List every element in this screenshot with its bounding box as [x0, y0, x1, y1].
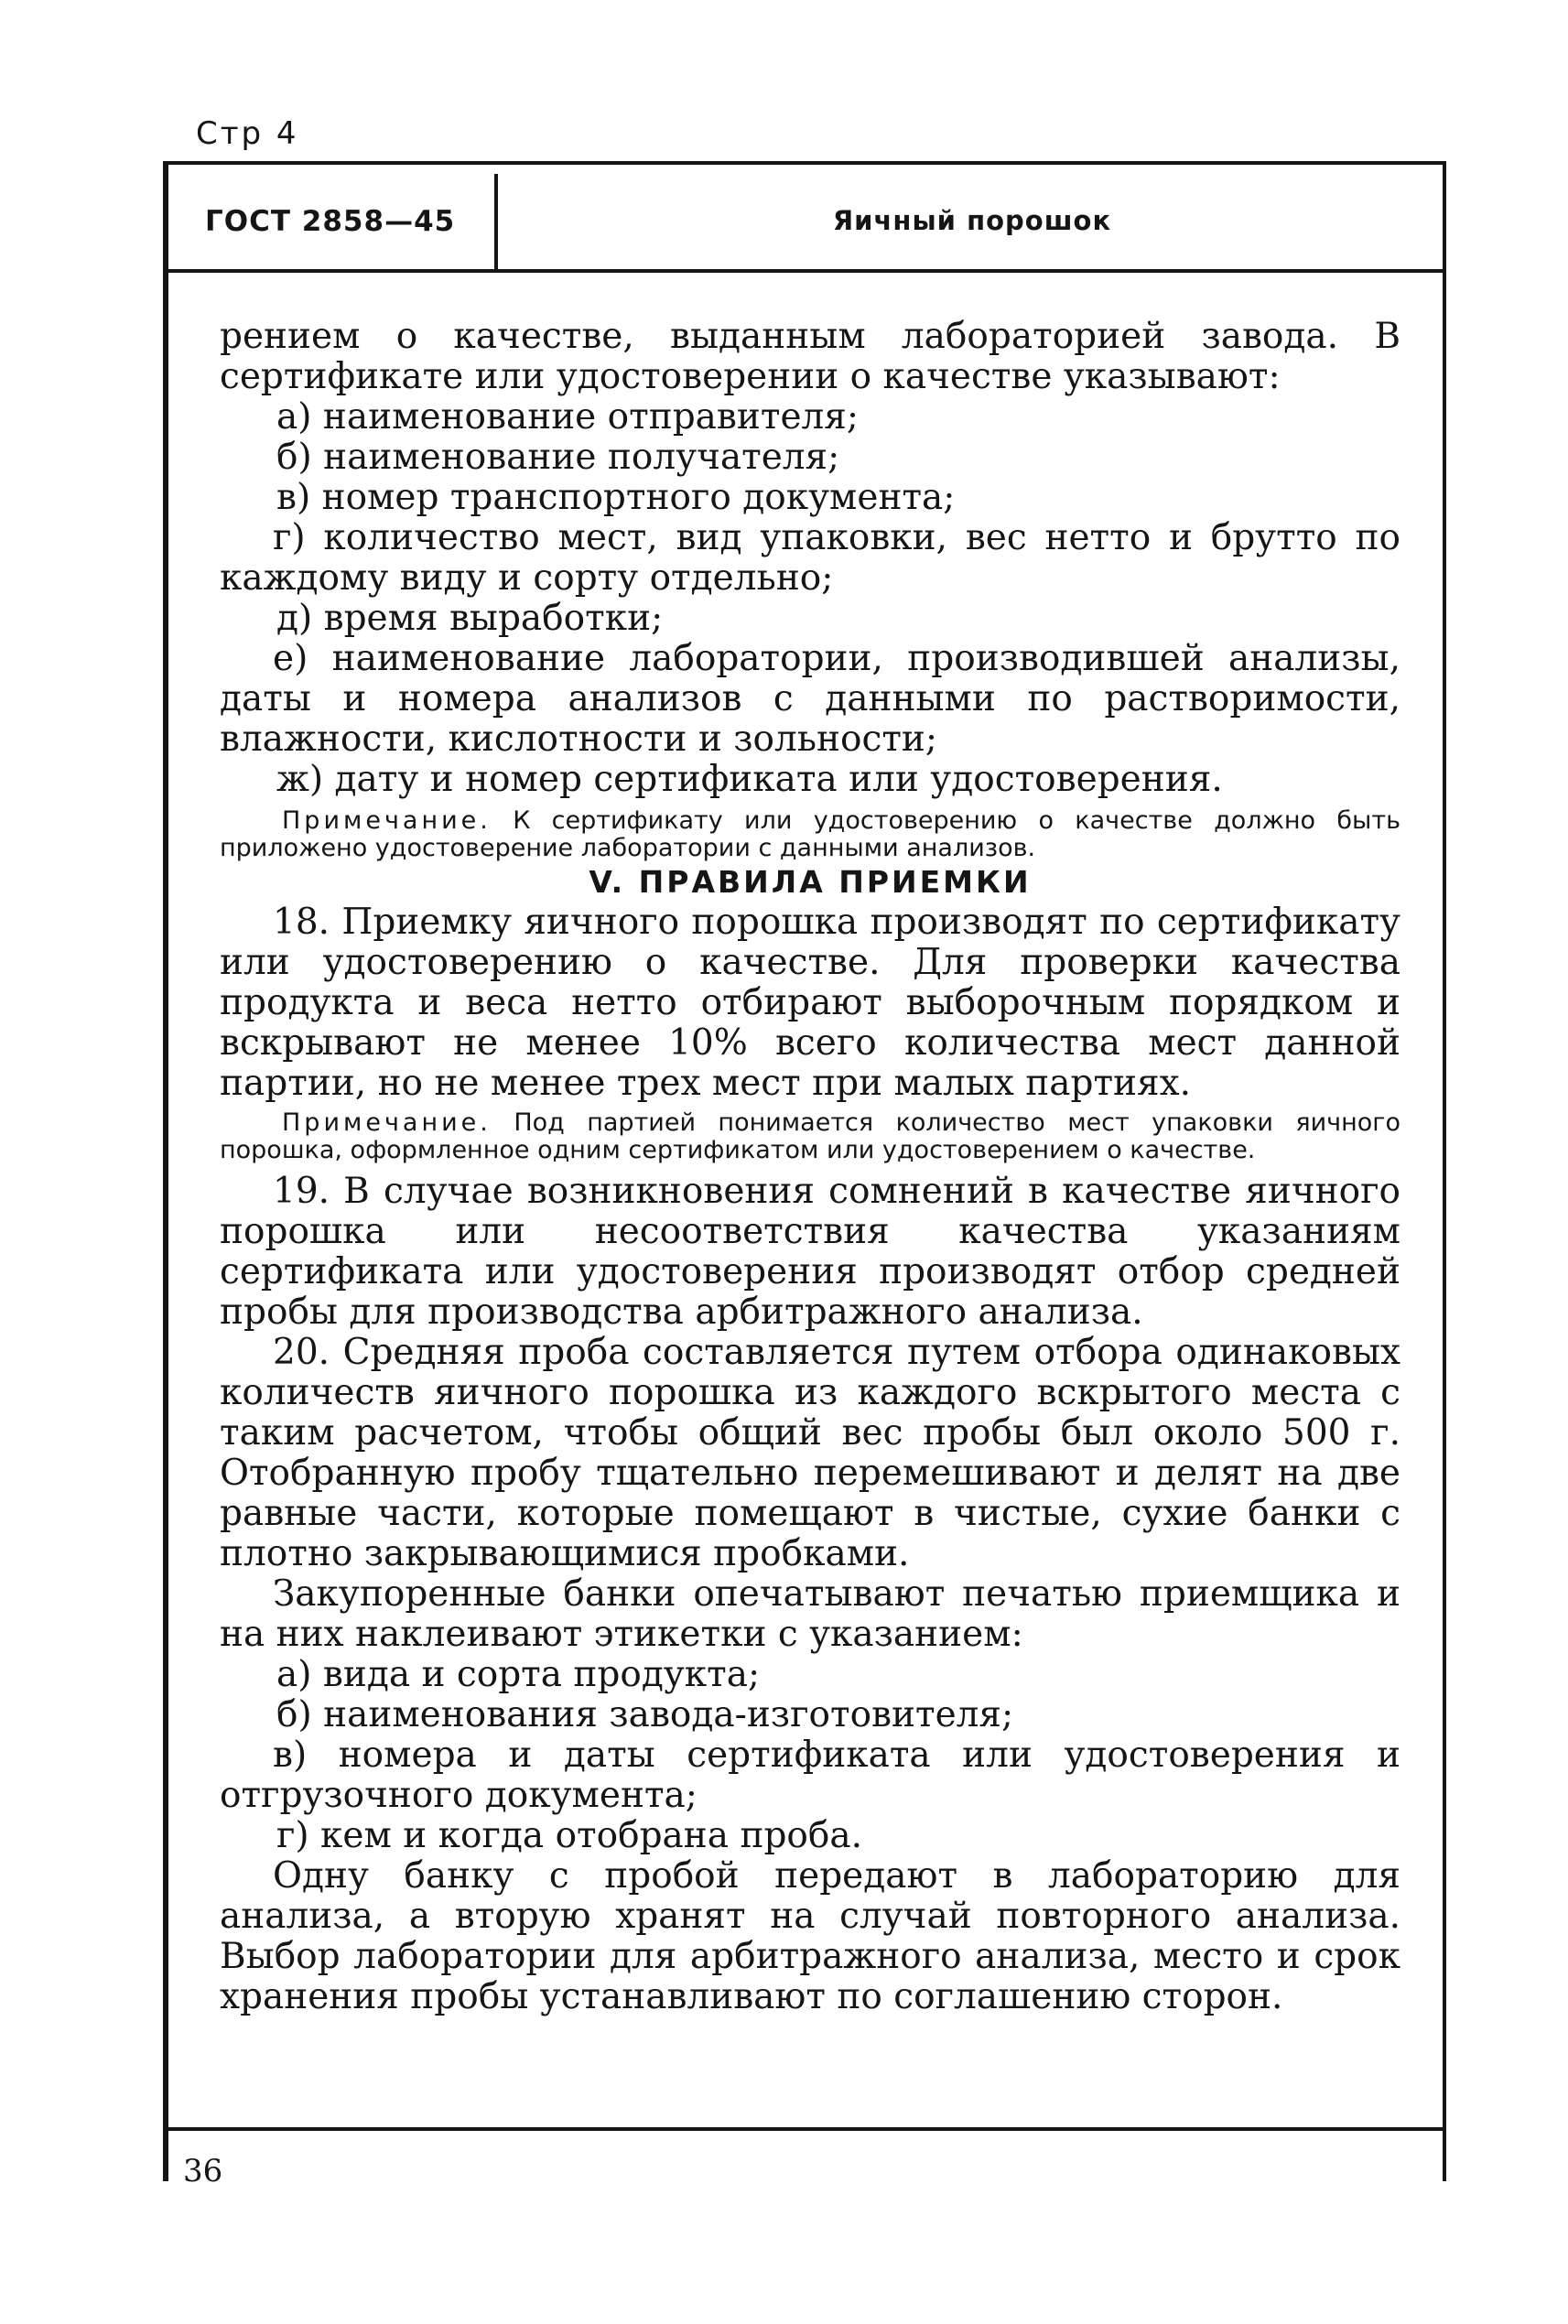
header-standard: ГОСТ 2858—45 [205, 205, 456, 238]
header-rule [163, 269, 1446, 273]
label-item-a: а) вида и сорта продукта; [276, 1654, 761, 1695]
cert-item-g: г) количество мест, вид упаковки, вес нетто и брутто по каждому виду и сорту отдельно; [220, 517, 1400, 599]
cert-item-a: а) наименование отправителя; [276, 396, 860, 438]
bottom-rule [163, 2127, 1446, 2131]
page-number: 36 [183, 2153, 223, 2189]
cert-item-d: д) время выработки; [276, 598, 664, 639]
cert-item-v: в) номер транспортного документа; [276, 477, 956, 518]
label-item-g: г) кем и когда отобрана проба. [276, 1815, 863, 1856]
label-item-b: б) наименования завода-изготовителя; [276, 1694, 1014, 1735]
page-label: Стр 4 [196, 115, 299, 152]
label-item-v: в) номера и даты сертификата или удостоверения и отгрузочного документа; [220, 1735, 1400, 1816]
note-label: Примечание. [282, 806, 492, 835]
note-batch [220, 1109, 1400, 1164]
section-title: V. ПРАВИЛА ПРИЕМКИ [589, 864, 1032, 900]
note-text: Под партией понимается количество мест упаковки яичного порошка, оформленное одним сертификатом или удостоверением о качестве. [220, 1108, 1400, 1164]
cert-item-zh: ж) дату и номер сертификата или удостоверения. [276, 759, 1223, 800]
frame-top-rule [163, 161, 1446, 165]
header-title: Яичный порошок [832, 205, 1112, 236]
note-text: К сертификату или удостоверению о качестве должно быть приложено удостоверение лаборатории с данными анализов. [220, 806, 1400, 862]
paragraph-final: Одну банку с пробой передают в лабораторию для анализа, а вторую хранят на случай повторного анализа. Выбор лаборатории для арбитражного анализа, место и срок хранения пробы устанавливают по соглашению сторон. [220, 1855, 1400, 2017]
note-certificate [220, 807, 1400, 862]
note-label: Примечание. [282, 1108, 492, 1137]
intro-paragraph: рением о качестве, выданным лабораторией завода. В сертификате или удостоверении о качестве указывают: [220, 316, 1400, 397]
paragraph-18: 18. Приемку яичного порошка производят по сертификату или удостоверению о качестве. Для проверки качества продукта и веса нетто отбирают выборочным порядком и вскрывают не менее 10% всего количества мест данной партии, но не менее трех мест при малых партиях. [220, 902, 1400, 1104]
cert-item-b: б) наименование получателя; [276, 437, 840, 478]
paragraph-20: 20. Средняя проба составляется путем отбора одинаковых количеств яичного порошка из каждого вскрытого места с таким расчетом, чтобы общий вес пробы был около 500 г. Отобранную пробу тщательно перемешивают и делят на две равные части, которые помещают в чистые, сухие банки с плотно закрывающимися пробками. [220, 1332, 1400, 1574]
paragraph-19: 19. В случае возникновения сомнений в качестве яичного порошка или несоответствия качества указаниям сертификата или удостоверения производят отбор средней пробы для производства арбитражного анализа. [220, 1171, 1400, 1333]
cert-item-e: е) наименование лаборатории, производившей анализы, даты и номера анализов с данными по растворимости, влажности, кислотности и зольности; [220, 638, 1400, 760]
paragraph-sealed: Закупоренные банки опечатывают печатью приемщика и на них наклеивают этикетки с указанием: [220, 1573, 1400, 1655]
document-body [220, 317, 1400, 2017]
